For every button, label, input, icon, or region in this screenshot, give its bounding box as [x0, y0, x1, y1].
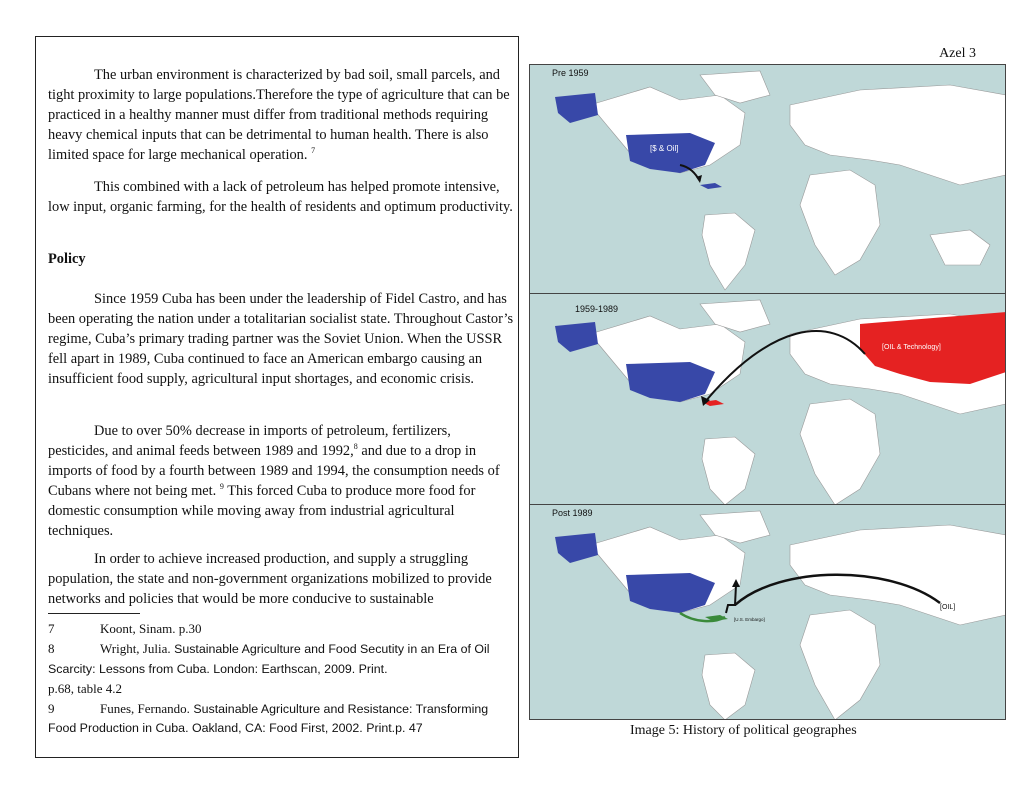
text-column [35, 36, 519, 758]
cuba-shape [700, 183, 722, 189]
annotation-dollar-oil: [$ & Oil] [650, 144, 679, 153]
section-heading-policy: Policy [48, 251, 86, 267]
map-label-pre-1959: Pre 1959 [552, 68, 589, 78]
paragraph-petroleum: This combined with a lack of petroleum has helped promote intensive, low input, organic farming, for the health of residents and optimum productivity. [48, 179, 513, 215]
footnote: 8 Wright, Julia. Sustainable Agriculture and Food Secutity in an Era of Oil Scarcity: Lessons from Cuba. London: Earthscan, 2009. Print. p.68, table 4.2 [48, 641, 490, 696]
world-map-pre-1959 [530, 65, 1006, 294]
annotation-us-embargo: [U.S. Embargo] [734, 617, 765, 622]
map-post-1989 [529, 504, 1006, 720]
map-1959-1989 [529, 293, 1006, 505]
annotation-oil-technology: [OIL & Technology] [882, 344, 941, 351]
alaska-shape [555, 322, 598, 352]
map-label-1959-1989: 1959-1989 [575, 304, 619, 314]
map-pre-1959 [529, 64, 1006, 294]
figure-caption: Image 5: History of political geographes [630, 723, 857, 738]
map-label-post-1989: Post 1989 [552, 508, 593, 518]
paragraph-castro: Since 1959 Cuba has been under the leadership of Fidel Castro, and has been operating the nation under a totalitarian socialist state. Throughout Castor’s regime, Cuba’s primary trading partner was the Soviet Union. When the USSR fell apart in 1989, Cuba continued to face an American embargo causing an insufficient food supply, agricultural input shortages, and economic crisis. [48, 291, 514, 387]
page-number-header: Azel 3 [939, 46, 976, 61]
footnote-divider [48, 613, 140, 614]
footnotes [48, 619, 516, 739]
paragraph-production: In order to achieve increased production, and supply a struggling population, the state and non-government organizations mobilized to provide networks and policies that would be more conducive to sustainable [48, 551, 492, 607]
paragraph-urban-environment: The urban environment is characterized by bad soil, small parcels, and tight proximity to large populations.Therefore the type of agriculture that can be practiced in a healthy manner must differ from traditional methods requiring heavy chemical inputs that can be detrimental to human health. There is also limited space for large mechanical operation. $^7$ [48, 67, 510, 163]
footnote: 9 Funes, Fernando. Sustainable Agriculture and Resistance: Transforming Food Production in Cuba. Oakland, CA: Food First, 2002. Print.p. 47 [48, 701, 489, 736]
world-map-post-1989 [530, 505, 1006, 720]
alaska-shape [555, 93, 598, 123]
paragraph-imports: Due to over 50% decrease in imports of petroleum, fertilizers, pesticides, and animal feeds between 1989 and 1992,$^8$ and due to a drop in imports of food by a fourth between 1989 and 1994, the consumption needs of Cubans where not being met. $^9$ This forced Cuba to produce more food for domestic consumption while moving away from industrial agricultural techniques. [48, 423, 500, 539]
alaska-shape [555, 533, 598, 563]
footnote: 7 Koont, Sinam. p.30 [48, 621, 202, 636]
world-map-1959-1989 [530, 294, 1006, 505]
annotation-oil: [OIL] [940, 604, 956, 611]
